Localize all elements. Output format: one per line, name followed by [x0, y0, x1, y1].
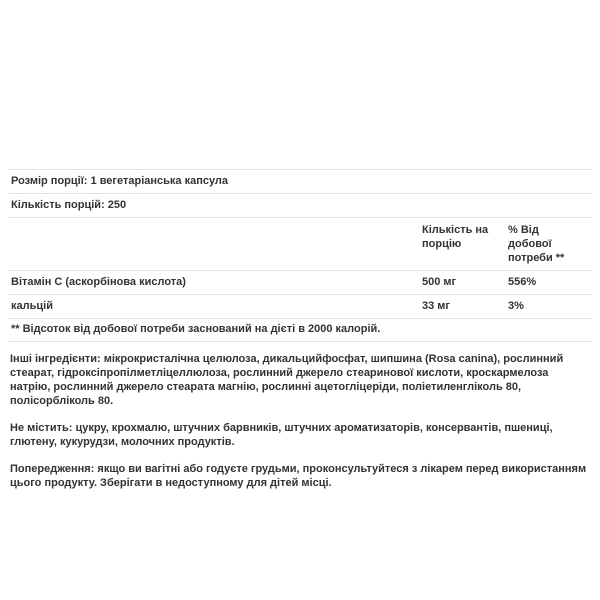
does-not-contain-paragraph: Не містить: цукру, крохмалю, штучних барвників, штучних ароматизаторів, консервантів, пшениці, глютену, кукурудзи, молочних продуктів. — [10, 422, 553, 448]
daily-value-footnote-row — [8, 319, 592, 342]
warning-paragraph: Попередження: якщо ви вагітні або годуєте грудьми, проконсультуйтеся з лікарем перед використанням цього продукту. Зберігати в недоступному для дітей місці. — [10, 463, 587, 489]
supplement-facts-page — [0, 169, 600, 600]
serving-size-row — [8, 170, 592, 194]
table-row-vitamin-c — [8, 271, 592, 295]
header-daily-value: % Від добової потреби ** — [508, 224, 565, 264]
nutrient-amount: 500 мг — [422, 276, 457, 288]
header-amount-per-serving: Кількість на порцію — [422, 224, 489, 250]
nutrient-dv: 556% — [508, 276, 537, 288]
nutrient-name: кальцій — [11, 300, 53, 312]
daily-value-footnote-text: ** Відсоток від добової потреби заснований на дієті в 2000 калорій. — [11, 323, 381, 335]
table-row-calcium — [8, 295, 592, 319]
supplement-facts-table — [8, 169, 592, 342]
nutrient-name: Вітамін C (аскорбінова кислота) — [11, 276, 186, 288]
table-header-row — [8, 218, 592, 271]
serving-size-text: Розмір порції: 1 вегетаріанська капсула — [11, 175, 229, 187]
servings-per-container-row — [8, 194, 592, 218]
other-ingredients-paragraph: Інші інгредієнти: мікрокристалічна целюлоза, дикальцийфосфат, шипшина (Rosa canina), рослинний стеарат, гідроксіпропілметліцеллюлоза, рослинний джерело стеаринової кислоти, кроскармелоза натрію, рослинний джерело стеарата магнію, рослинні ацетогліцеріди, поліетиленгліколь 80, полісорбліколь 80. — [10, 353, 564, 407]
nutrient-dv: 3% — [508, 300, 524, 312]
servings-per-container-text: Кількість порцій: 250 — [11, 199, 127, 211]
nutrient-amount: 33 мг — [422, 300, 451, 312]
